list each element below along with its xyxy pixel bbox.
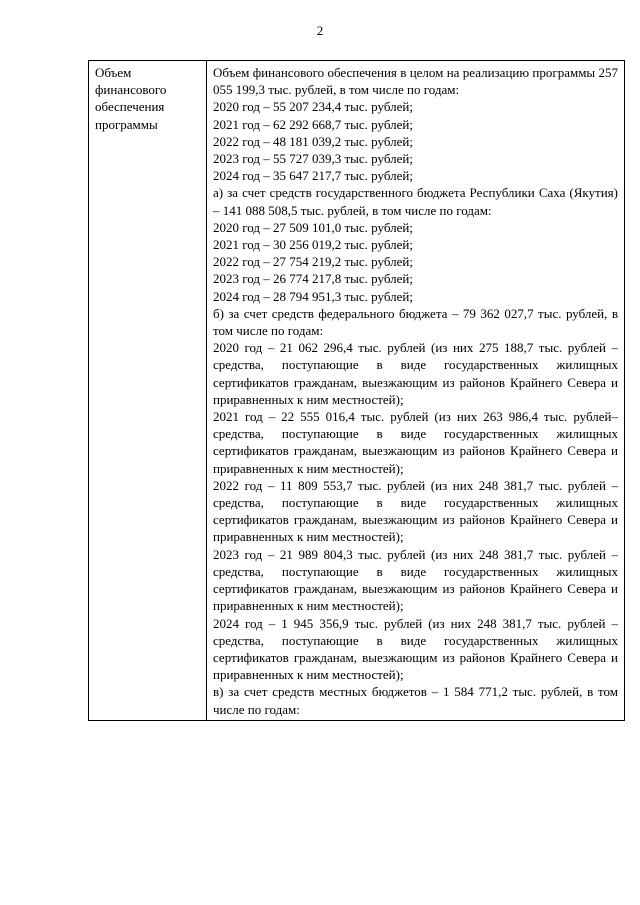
funding-label: Объем финансового обеспечения программы <box>95 65 167 132</box>
regional-year-2021: 2021 год – 30 256 019,2 тыс. рублей; <box>213 237 413 253</box>
total-year-2024: 2024 год – 35 647 217,7 тыс. рублей; <box>213 168 413 184</box>
federal-budget-paragraph: б) за счет средств федерального бюджета – 79 362 027,7 тыс. рублей, в том числе по годам: <box>213 305 618 339</box>
regional-year-2022: 2022 год – 27 754 219,2 тыс. рублей; <box>213 254 413 270</box>
content-cell <box>207 61 625 721</box>
total-year-2023: 2023 год – 55 727 039,3 тыс. рублей; <box>213 151 413 167</box>
local-budget-paragraph: в) за счет средств местных бюджетов – 1 584 771,2 тыс. рублей, в том числе по годам: <box>213 684 618 717</box>
regional-year-2024: 2024 год – 28 794 951,3 тыс. рублей; <box>213 288 413 304</box>
regional-year-2023: 2023 год – 26 774 217,8 тыс. рублей; <box>213 271 413 287</box>
federal-year-2023: 2023 год – 21 989 804,3 тыс. рублей (из них 248 381,7 тыс. рублей – средства, поступающие в виде государственных жилищных сертификатов гражданам, выезжающим из районов Крайнего Севера и приравненных к ним местностей); <box>213 546 618 614</box>
program-funding-table <box>88 60 625 721</box>
label-cell <box>89 61 207 721</box>
table-row <box>89 61 625 721</box>
regional-budget-paragraph: а) за счет средств государственного бюджета Республики Саха (Якутия) – 141 088 508,5 тыс. рублей, в том числе по годам: <box>213 185 618 218</box>
federal-year-2024: 2024 год – 1 945 356,9 тыс. рублей (из них 248 381,7 тыс. рублей – средства, поступающие в виде государственных жилищных сертификатов гражданам, выезжающим из районов Крайнего Севера и приравненных к ним местностей); <box>213 615 618 683</box>
total-year-2022: 2022 год – 48 181 039,2 тыс. рублей; <box>213 133 413 149</box>
total-year-2021: 2021 год – 62 292 668,7 тыс. рублей; <box>213 116 413 132</box>
federal-year-2020: 2020 год – 21 062 296,4 тыс. рублей (из них 275 188,7 тыс. рублей – средства, поступающие в виде государственных жилищных сертификатов гражданам, выезжающим из районов Крайнего Севера и приравненных к ним местностей); <box>213 340 618 407</box>
federal-year-2022: 2022 год – 11 809 553,7 тыс. рублей (из них 248 381,7 тыс. рублей – средства, поступающие в виде государственных жилищных сертификатов гражданам, выезжающим из районов Крайнего Севера и приравненных к ним местностей); <box>213 477 618 545</box>
federal-year-2021: 2021 год – 22 555 016,4 тыс. рублей (из них 263 986,4 тыс. рублей– средства, поступающие в виде государственных жилищных сертификатов гражданам, выезжающим из районов Крайнего Севера и приравненных к ним местностей); <box>213 409 618 476</box>
funding-total-paragraph: Объем финансового обеспечения в целом на реализацию программы 257 055 199,3 тыс. рублей, в том числе по годам: <box>213 65 618 98</box>
regional-year-2020: 2020 год – 27 509 101,0 тыс. рублей; <box>213 219 413 235</box>
page-number: 2 <box>316 23 324 38</box>
total-year-2020: 2020 год – 55 207 234,4 тыс. рублей; <box>213 99 413 115</box>
